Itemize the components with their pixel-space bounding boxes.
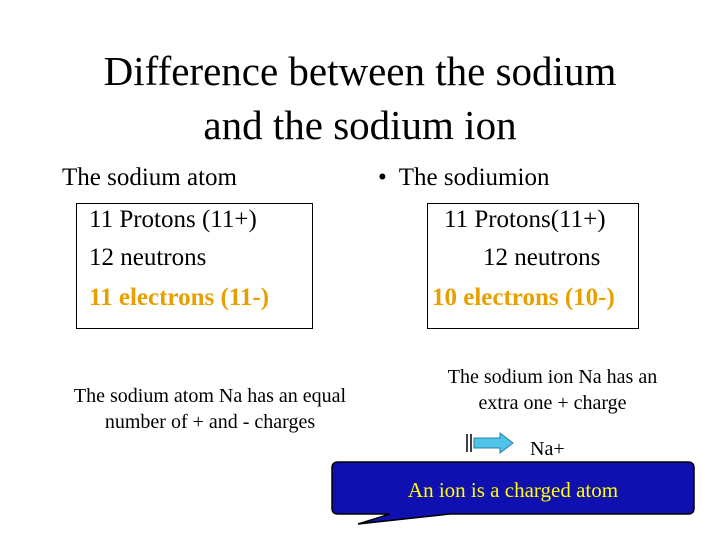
atom-protons: 11 Protons (11+): [89, 206, 257, 233]
sodium-ion-symbol: Na+: [530, 438, 565, 460]
ion-neutrons: 12 neutrons: [483, 244, 601, 271]
ion-definition-text: An ion is a charged atom: [407, 478, 619, 502]
atom-caption-line-2: number of + and - charges: [104, 411, 316, 433]
ion-protons: 11 Protons(11+): [444, 206, 606, 233]
ion-caption: [410, 364, 695, 416]
title-line-1: Difference between the sodium: [103, 48, 617, 94]
sodium-atom-heading: The sodium atom: [62, 164, 237, 191]
right-arrow-icon: [466, 432, 514, 454]
ion-caption-line-1: The sodium ion Na has an: [447, 366, 658, 388]
atom-caption-line-1: The sodium atom Na has an equal: [73, 385, 347, 407]
sodium-ion-heading-text: The sodiumion: [398, 164, 550, 191]
atom-electrons: 11 electrons (11-): [89, 284, 270, 311]
slide-title: [0, 44, 720, 152]
title-line-2: and the sodium ion: [203, 102, 517, 148]
atom-neutrons: 12 neutrons: [89, 244, 207, 271]
atom-caption: [30, 383, 390, 435]
ion-caption-line-2: extra one + charge: [478, 392, 627, 414]
sodium-ion-heading: [378, 162, 549, 194]
ion-electrons: 10 electrons (10-): [432, 284, 615, 311]
bullet-marker: •: [378, 164, 387, 191]
